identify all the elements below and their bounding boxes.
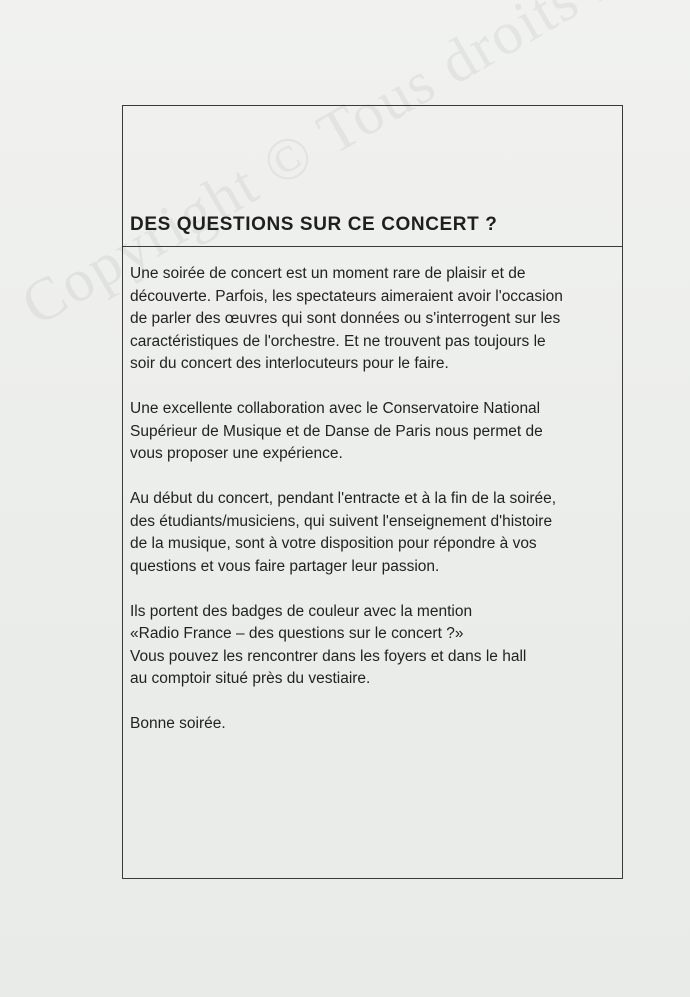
page-title: DES QUESTIONS SUR CE CONCERT ? <box>130 214 498 235</box>
text-line: Bonne soirée. <box>130 715 226 732</box>
text-line: de la musique, sont à votre disposition pour répondre à vos <box>130 535 537 552</box>
text-line: découverte. Parfois, les spectateurs aimeraient avoir l'occasion <box>130 287 563 305</box>
text-line: Au début du concert, pendant l'entracte et à la fin de la soirée, <box>130 490 557 507</box>
paragraph <box>130 601 622 691</box>
text-line: au comptoir situé près du vestiaire. <box>130 670 371 687</box>
text-line: Une excellente collaboration avec le Conservatoire National <box>130 400 541 417</box>
text-line: Une soirée de concert est un moment rare de plaisir et de <box>130 265 526 282</box>
text-line: des étudiants/musiciens, qui suivent l'enseignement d'histoire <box>130 512 553 530</box>
body-text <box>130 263 622 758</box>
text-line: Supérieur de Musique et de Danse de Paris nous permet de <box>130 422 543 440</box>
paragraph <box>130 263 622 376</box>
heading-divider <box>123 246 622 247</box>
text-line: caractéristiques de l'orchestre. Et ne trouvent pas toujours le <box>130 332 546 350</box>
text-line: soir du concert des interlocuteurs pour le faire. <box>130 355 449 372</box>
closing-paragraph <box>130 713 622 736</box>
text-line: de parler des œuvres qui sont données ou s'interrogent sur les <box>130 310 561 327</box>
paragraph <box>130 398 622 466</box>
paragraph <box>130 488 622 578</box>
text-line: questions et vous faire partager leur passion. <box>130 557 440 575</box>
text-line: «Radio France – des questions sur le concert ?» <box>130 625 464 642</box>
text-line: vous proposer une expérience. <box>130 445 343 462</box>
info-box <box>122 105 623 879</box>
text-line: Vous pouvez les rencontrer dans les foyers et dans le hall <box>130 647 527 665</box>
text-line: Ils portent des badges de couleur avec la mention <box>130 602 473 620</box>
